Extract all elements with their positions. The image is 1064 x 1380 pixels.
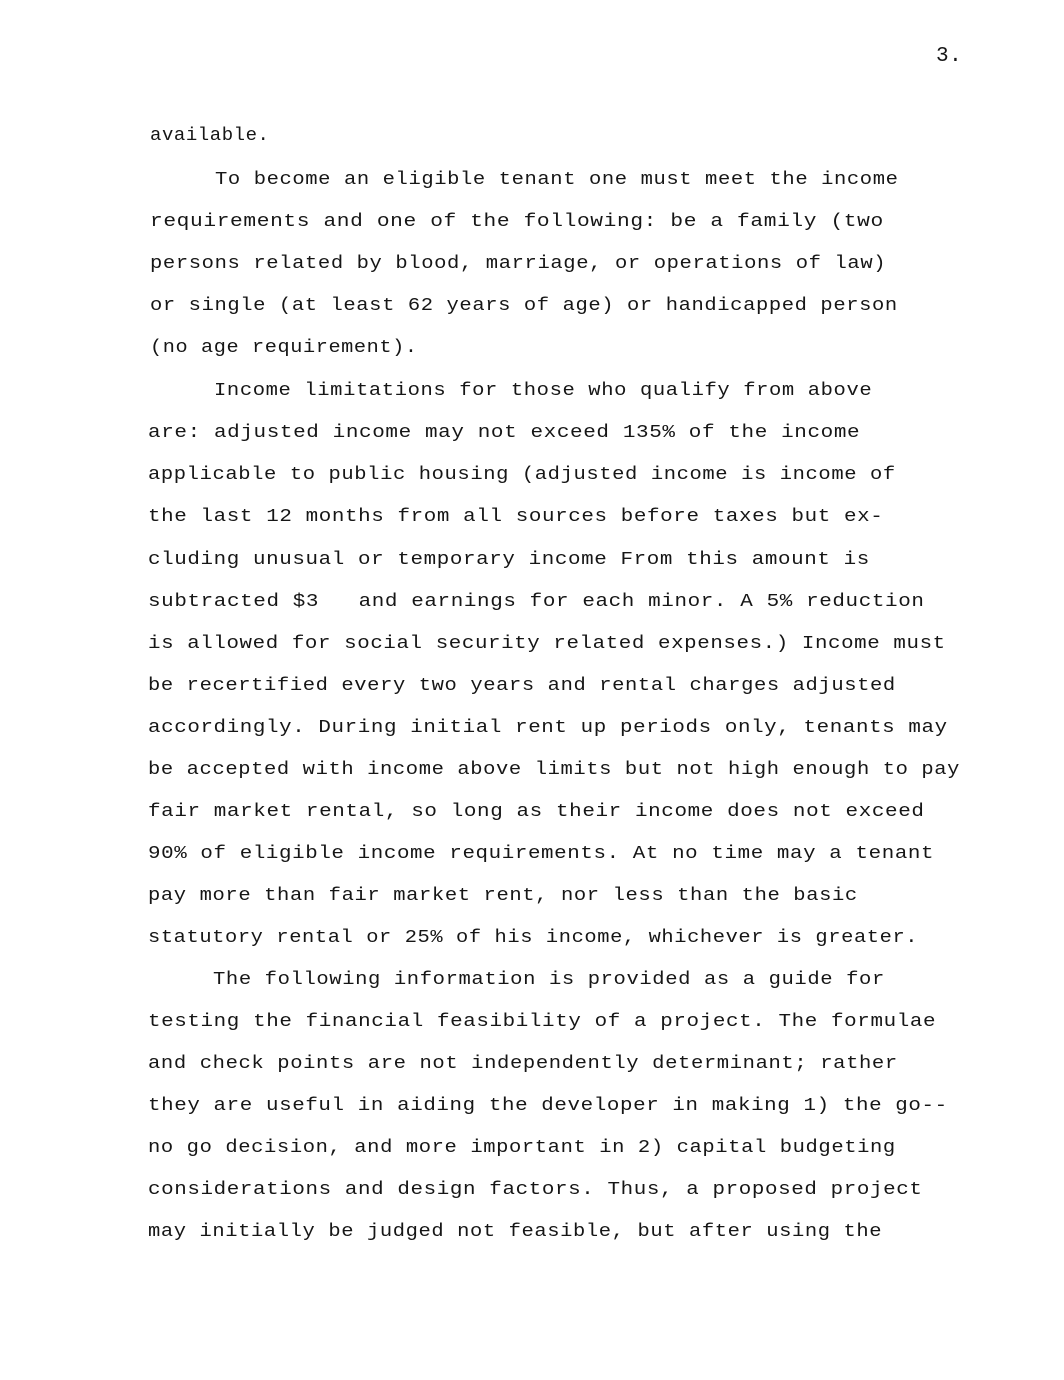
text-line: they are useful in aiding the developer in making 1) the go--: [148, 1095, 948, 1116]
text-line: requirements and one of the following: be a family (two: [150, 211, 884, 232]
text-line: subtracted $3 and earnings for each minor. A 5% reduction: [148, 591, 925, 612]
text-line: accordingly. During initial rent up periods only, tenants may: [148, 717, 948, 738]
text-line: or single (at least 62 years of age) or handicapped person: [150, 295, 898, 316]
text-line: be recertified every two years and rental charges adjusted: [148, 675, 896, 696]
text-line: cluding unusual or temporary income From this amount is: [148, 549, 870, 570]
text-line: no go decision, and more important in 2) capital budgeting: [148, 1137, 896, 1158]
text-line: persons related by blood, marriage, or operations of law): [150, 253, 887, 274]
text-line: statutory rental or 25% of his income, whichever is greater.: [148, 927, 919, 948]
text-line: available.: [150, 125, 270, 146]
text-line: may initially be judged not feasible, but after using the: [148, 1221, 883, 1242]
text-line: pay more than fair market rent, nor less than the basic: [148, 885, 858, 906]
text-line: testing the financial feasibility of a project. The formulae: [148, 1011, 937, 1032]
text-line: is allowed for social security related expenses.) Income must: [148, 633, 946, 654]
page-number: 3.: [936, 45, 963, 68]
text-line: The following information is provided as a guide for: [213, 969, 885, 990]
text-line: Income limitations for those who qualify from above: [214, 380, 873, 401]
text-line: 90% of eligible income requirements. At no time may a tenant: [148, 843, 935, 864]
text-line: To become an eligible tenant one must meet the income: [215, 169, 899, 190]
text-line: (no age requirement).: [150, 337, 418, 358]
text-line: fair market rental, so long as their income does not exceed: [148, 801, 925, 822]
text-line: the last 12 months from all sources before taxes but ex-: [148, 506, 884, 527]
text-line: applicable to public housing (adjusted income is income of: [148, 464, 896, 485]
text-line: and check points are not independently determinant; rather: [148, 1053, 898, 1074]
text-line: considerations and design factors. Thus, a proposed project: [148, 1179, 923, 1200]
text-line: be accepted with income above limits but not high enough to pay: [148, 759, 961, 780]
text-line: are: adjusted income may not exceed 135% of the income: [148, 422, 861, 443]
